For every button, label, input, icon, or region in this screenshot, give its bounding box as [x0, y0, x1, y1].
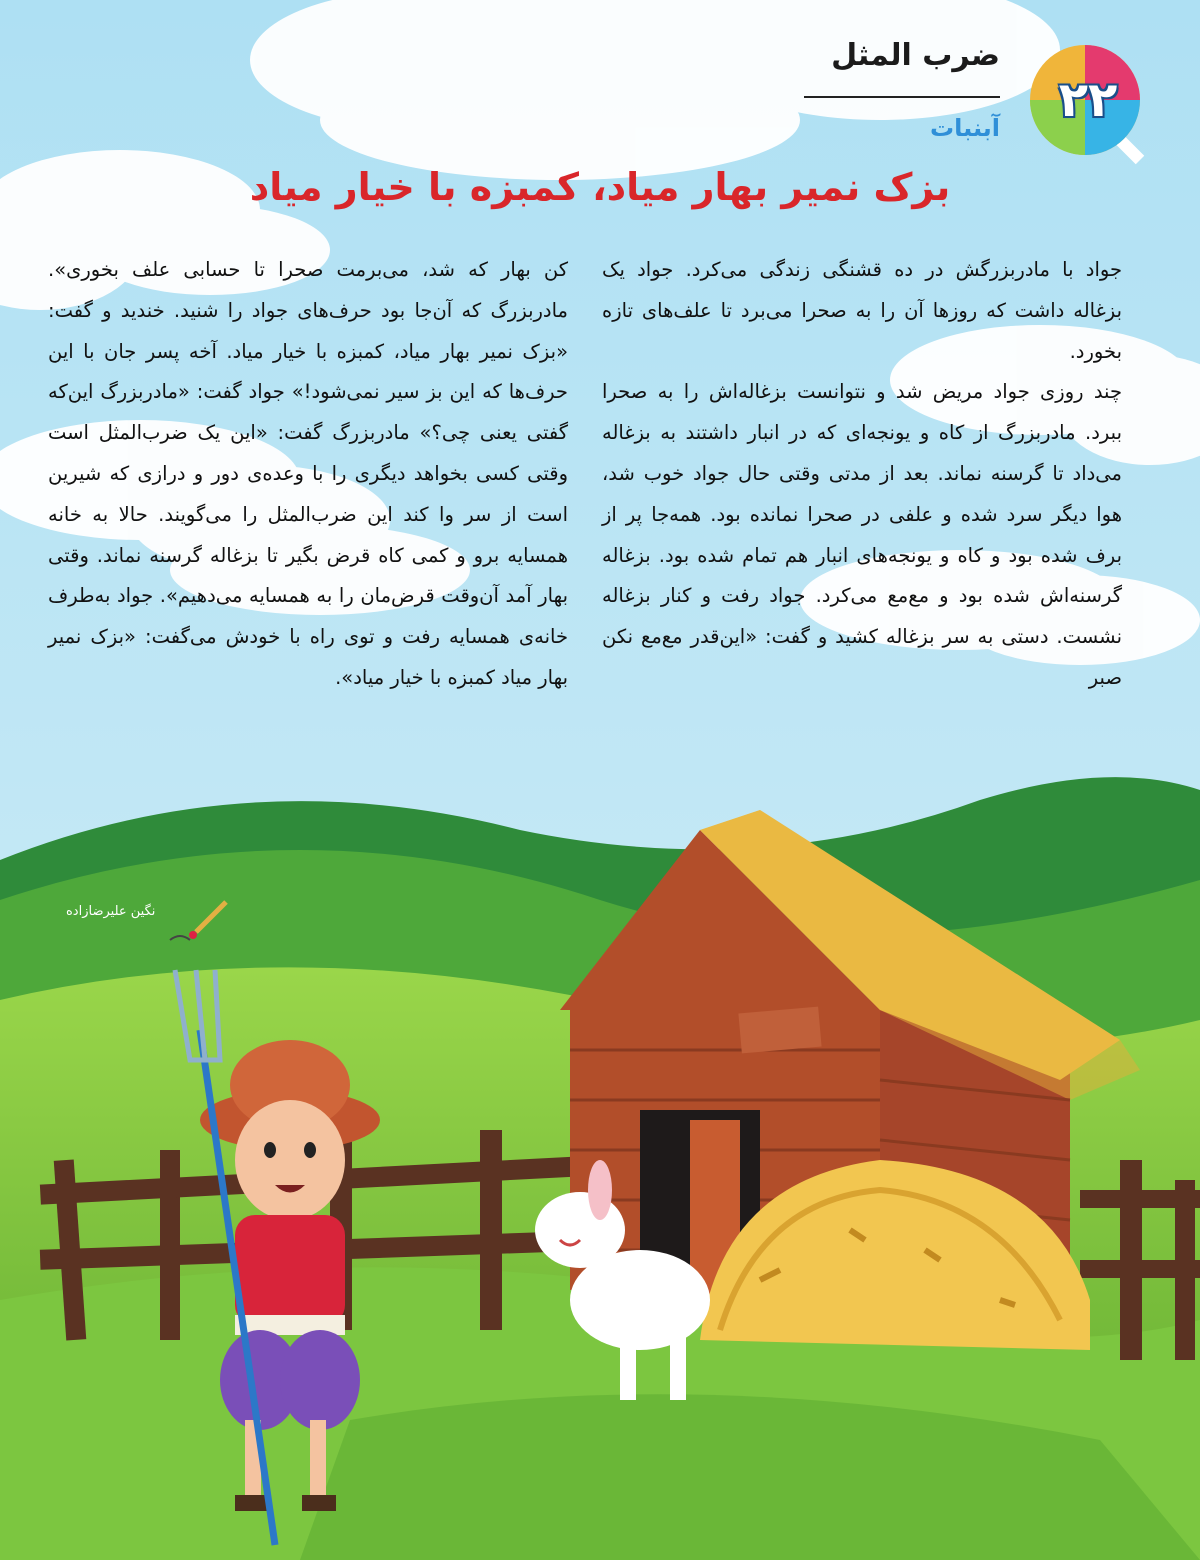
story-column-left	[48, 250, 568, 699]
illustrator-credit	[66, 904, 155, 919]
brand-name: آبنبات	[930, 114, 1000, 142]
page-number: ۲۲	[1058, 72, 1118, 128]
story-title: بزک نمیر بهار میاد، کمبزه با خیار میاد	[249, 165, 951, 209]
story-column-right	[602, 250, 1122, 699]
section-title: ضرب المثل	[831, 38, 1000, 73]
story-paragraph: جواد با مادربزرگش در ده قشنگی زندگی می‌کرد. جواد یک بزغاله داشت که روزها آن را به صحرا می‌برد تا علف‌های تازه بخورد.	[602, 258, 1122, 363]
story-paragraph: چند روزی جواد مریض شد و نتوانست بزغاله‌اش را به صحرا ببرد. مادربزرگ از کاه و یونجه‌ای که در انبار داشتند به بزغاله می‌داد تا گرسنه نماند. بعد از مدتی وقتی حال جواد خوب شد، هوا دیگر سرد شده و علفی در صحرا نمانده بود. همه‌جا پر از برف شده بود و کاه و یونجه‌های انبار هم تمام شده بود. بزغاله گرسنه‌اش شده بود و مع‌مع می‌کرد. جواد رفت و کنار بزغاله نشست. دستی به سر بزغاله کشید و گفت: «این‌قدر مع‌مع نکن صبر	[602, 380, 1122, 689]
story-paragraph: کن بهار که شد، می‌برمت صحرا تا حسابی علف بخوری». مادربزرگ که آن‌جا بود حرف‌های جواد را شنید. خندید و گفت: «بزک نمیر بهار میاد، کمبزه با خیار میاد. آخه پسر جان با این حرف‌ها که این بز سیر نمی‌شود!» جواد گفت: «مادربزرگ این‌که گفتی یعنی چی؟» مادربزرگ گفت: «این یک ضرب‌المثل است وقتی کسی بخواهد دیگری را با وعده‌ی دور و درازی که شیرین است از سر وا کند این ضرب‌المثل را می‌گویند. حالا به خانه همسایه برو و کمی کاه قرض بگیر تا بزغاله گرسنه نماند. وقتی بهار آمد آن‌وقت قرض‌مان را به همسایه می‌دهیم». جواد به‌طرف خانه‌ی همسایه رفت و توی راه با خودش می‌گفت: «بزک نمیر بهار میاد کمبزه با خیار میاد».	[48, 258, 568, 689]
illustrator-name: نگین علیرضازاده	[66, 904, 156, 919]
header-divider	[804, 96, 1000, 98]
magazine-header	[750, 30, 1150, 170]
